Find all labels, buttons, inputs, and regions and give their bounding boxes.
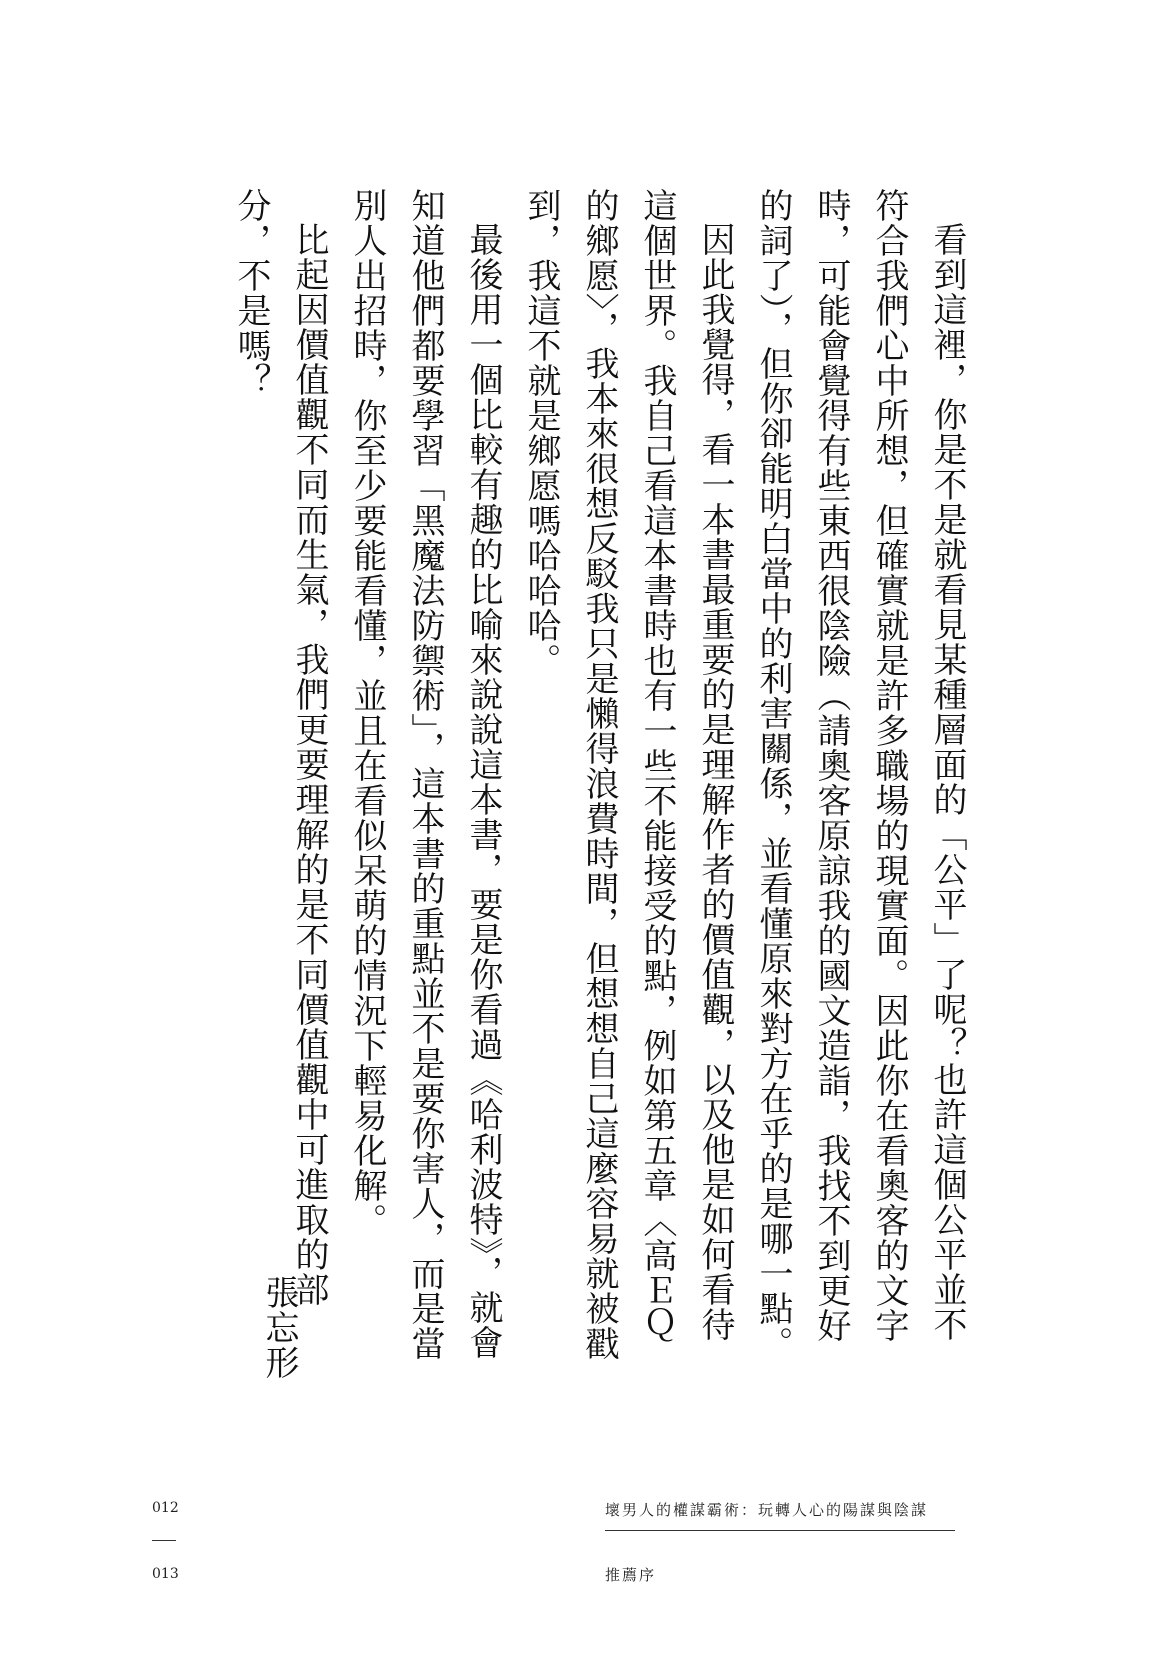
page-number-right: 013 [152, 1566, 179, 1582]
running-header-book-title: 壞男人的權謀霸術：玩轉人心的陽謀與陰謀 [605, 1501, 929, 1519]
page-number-divider [152, 1540, 176, 1541]
footer-rule [605, 1530, 955, 1531]
author-signature: 張忘形 [259, 1275, 299, 1380]
paragraph-4: 比起因價值觀不同而生氣，我們更要理解的是不同價值觀中可進取的部分，不是嗎？ [231, 188, 329, 1307]
paragraph-1: 看到這裡，你是不是就看見某種層面的「公平」了呢？也許這個公平並不符合我們心中所想，但確實就是許多職場的現實面。因此你在看奧客的文字時，可能會覺得有些東西很陰險（請奧客原諒我的國文造詣，我找不到更好的詞了），但你卻能明白當中的利害關係，並看懂原來對方在乎的是哪一點。 [753, 188, 967, 1361]
paragraph-2: 因此我覺得，看一本書最重要的是理解作者的價值觀，以及他是如何看待這個世界。我自己看這本書時也有一些不能接受的點，例如第五章〈高ＥＱ的鄉愿〉，我本來很想反駁我只是懶得浪費時間，但想想自己這麼容易就被戳到，我這不就是鄉愿嗎哈哈哈。 [521, 188, 735, 1361]
body-text [222, 188, 976, 1368]
page-number-left: 012 [152, 1500, 179, 1516]
running-header-section: 推薦序 [605, 1566, 657, 1584]
paragraph-3: 最後用一個比較有趣的比喻來說說這本書，要是你看過《哈利波特》，就會知道他們都要學習「黑魔法防禦術」，這本書的重點並不是要你害人，而是當別人出招時，你至少要能看懂，並且在看似呆萌的情況下輕易化解。 [347, 188, 503, 1361]
